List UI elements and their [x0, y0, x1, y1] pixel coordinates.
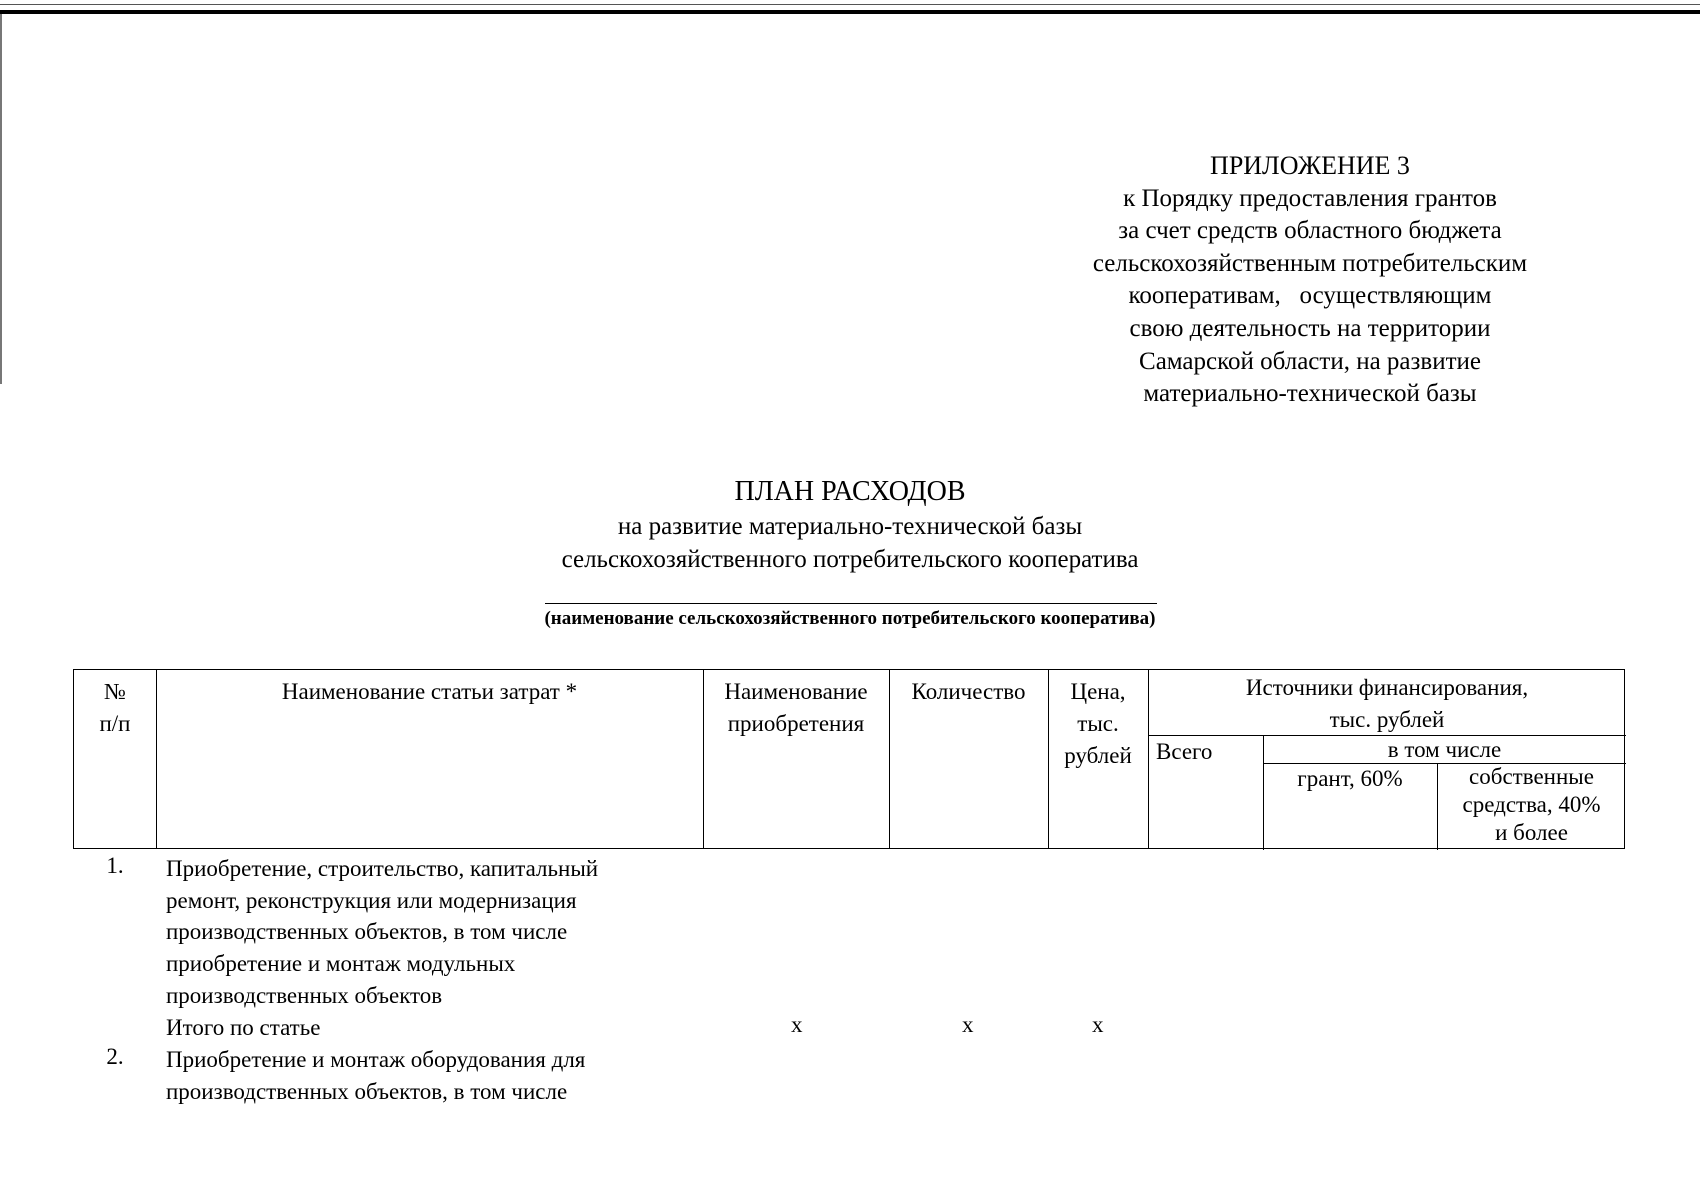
header-price-line-1: Цена,	[1070, 679, 1126, 704]
expense-table-header	[73, 669, 1625, 849]
plan-subtitle-line-1: на развитие материально-технической базы	[617, 513, 1083, 540]
header-number-sign: №	[104, 679, 126, 704]
appendix-line: Самарской области, на развитие	[1139, 347, 1481, 375]
header-quantity: Количество	[911, 679, 1026, 704]
header-price-line-3: рублей	[1064, 743, 1132, 768]
appendix-block	[1030, 150, 1590, 411]
expense-item-line: производственных объектов, в том числе	[166, 919, 568, 945]
header-total: Всего	[1156, 739, 1213, 764]
plan-title: ПЛАН РАСХОДОВ	[734, 476, 966, 507]
not-applicable-mark: x	[791, 1012, 803, 1037]
header-own-line-2: средства, 40%	[1462, 792, 1601, 817]
header-funding-line-1: Источники финансирования,	[1245, 675, 1529, 700]
expense-item-line: производственных объектов, в том числе	[166, 1078, 568, 1104]
header-grant: грант, 60%	[1297, 766, 1403, 791]
header-including: в том числе	[1387, 737, 1502, 762]
header-price-line-2: тыс.	[1077, 711, 1119, 736]
appendix-line: к Порядку предоставления грантов	[1123, 184, 1497, 212]
header-number	[74, 676, 156, 740]
row-number: 2.	[106, 1044, 124, 1069]
expense-item-text	[166, 1044, 686, 1107]
subtotal-label: Итого по статье	[166, 1015, 321, 1040]
cooperative-name-caption: (наименование сельскохозяйственного потребительского кооператива)	[544, 608, 1156, 629]
expense-item-line: производственных объектов	[166, 982, 443, 1008]
appendix-line: материально-технической базы	[1143, 380, 1477, 408]
header-acquisition-name	[703, 676, 889, 740]
header-price	[1048, 676, 1148, 772]
expense-item-line: Приобретение, строительство, капитальный	[166, 856, 599, 881]
appendix-title: ПРИЛОЖЕНИЕ 3	[1210, 151, 1410, 180]
appendix-line: за счет средств областного бюджета	[1118, 217, 1502, 245]
expense-item-line: Приобретение и монтаж оборудования для	[166, 1047, 586, 1072]
header-acquisition-line-2: приобретения	[727, 711, 865, 736]
not-applicable-mark: x	[1092, 1012, 1104, 1037]
header-own-funds	[1437, 763, 1626, 847]
header-acquisition-line-1: Наименование	[724, 679, 868, 704]
expense-item-line: приобретение и монтаж модульных	[166, 951, 516, 977]
header-own-line-3: и более	[1495, 820, 1568, 845]
scan-left-edge	[0, 14, 2, 384]
header-own-line-1: собственные	[1469, 764, 1594, 789]
expense-item-text	[166, 853, 686, 1012]
expense-item-line: ремонт, реконструкция или модернизация	[166, 887, 577, 913]
not-applicable-mark: x	[962, 1012, 974, 1037]
appendix-line: сельскохозяйственным потребительским	[1092, 249, 1528, 277]
row-number: 1.	[106, 853, 124, 878]
header-number-pp: п/п	[99, 711, 131, 736]
header-funding-sources	[1148, 672, 1626, 736]
appendix-line: свою деятельность на территории	[1129, 314, 1491, 342]
plan-subtitle	[300, 510, 1400, 576]
scan-top-thin-line	[0, 4, 1700, 5]
scan-top-border	[0, 10, 1700, 14]
header-funding-line-2: тыс. рублей	[1329, 707, 1445, 732]
appendix-line: кооперативам, осуществляющим	[1128, 282, 1492, 310]
plan-subtitle-line-2: сельскохозяйственного потребительского кооператива	[561, 546, 1139, 573]
header-expense-item: Наименование статьи затрат *	[281, 679, 578, 704]
cooperative-name-blank	[545, 603, 1157, 604]
